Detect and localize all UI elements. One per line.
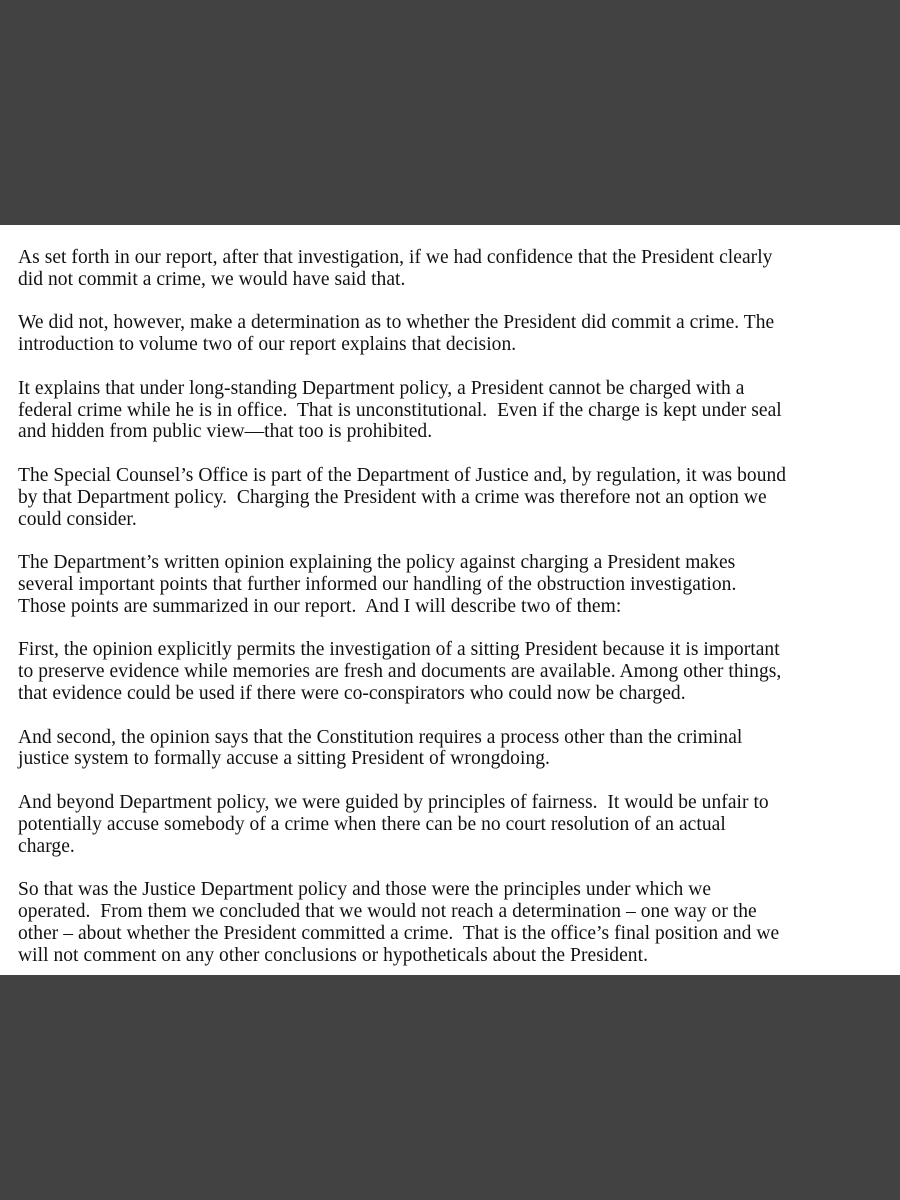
paragraph-7 xyxy=(18,727,882,771)
text-line: and hidden from public view—that too is prohibited. xyxy=(18,421,433,443)
text-line: did not commit a crime, we would have said that. xyxy=(18,268,406,290)
paragraph-9 xyxy=(18,879,882,966)
text-line: introduction to volume two of our report explains that decision. xyxy=(18,334,517,356)
text-line: First, the opinion explicitly permits the investigation of a sitting President because it is important xyxy=(18,639,780,661)
text-line: potentially accuse somebody of a crime when there can be no court resolution of an actual xyxy=(18,813,726,835)
text-line: could consider. xyxy=(18,508,137,530)
text-line: Those points are summarized in our report. And I will describe two of them: xyxy=(18,595,622,617)
text-line: by that Department policy. Charging the President with a crime was therefore not an option we xyxy=(18,486,767,508)
paragraph-4 xyxy=(18,465,882,530)
document-page xyxy=(0,225,900,975)
text-line: So that was the Justice Department policy and those were the principles under which we xyxy=(18,879,712,901)
paragraph-8 xyxy=(18,792,882,857)
text-line: And second, the opinion says that the Constitution requires a process other than the criminal xyxy=(18,726,743,748)
paragraph-1 xyxy=(18,247,882,291)
text-line: The Special Counsel’s Office is part of the Department of Justice and, by regulation, it was bound xyxy=(18,464,787,486)
text-line: operated. From them we concluded that we would not reach a determination – one way or the xyxy=(18,900,757,922)
paragraph-2 xyxy=(18,312,882,356)
text-line: will not comment on any other conclusions or hypotheticals about the President. xyxy=(18,944,648,966)
text-line: The Department’s written opinion explaining the policy against charging a President makes xyxy=(18,552,736,574)
text-line: several important points that further informed our handling of the obstruction investigation. xyxy=(18,573,737,595)
paragraph-6 xyxy=(18,639,882,704)
text-line: And beyond Department policy, we were guided by principles of fairness. It would be unfair to xyxy=(18,791,769,813)
text-line: It explains that under long-standing Department policy, a President cannot be charged with a xyxy=(18,377,745,399)
paragraph-3 xyxy=(18,378,882,443)
paragraph-5 xyxy=(18,552,882,617)
text-line: that evidence could be used if there were co-conspirators who could now be charged. xyxy=(18,682,686,704)
text-line: charge. xyxy=(18,835,75,857)
text-line: to preserve evidence while memories are fresh and documents are available. Among other things, xyxy=(18,661,782,683)
text-line: justice system to formally accuse a sitting President of wrongdoing. xyxy=(18,748,550,770)
text-line: As set forth in our report, after that investigation, if we had confidence that the President clearly xyxy=(18,247,773,268)
text-line: We did not, however, make a determination as to whether the President did commit a crime. The xyxy=(18,312,775,334)
text-line: other – about whether the President committed a crime. That is the office’s final position and we xyxy=(18,922,780,944)
text-line: federal crime while he is in office. That is unconstitutional. Even if the charge is kept under seal xyxy=(18,399,782,421)
